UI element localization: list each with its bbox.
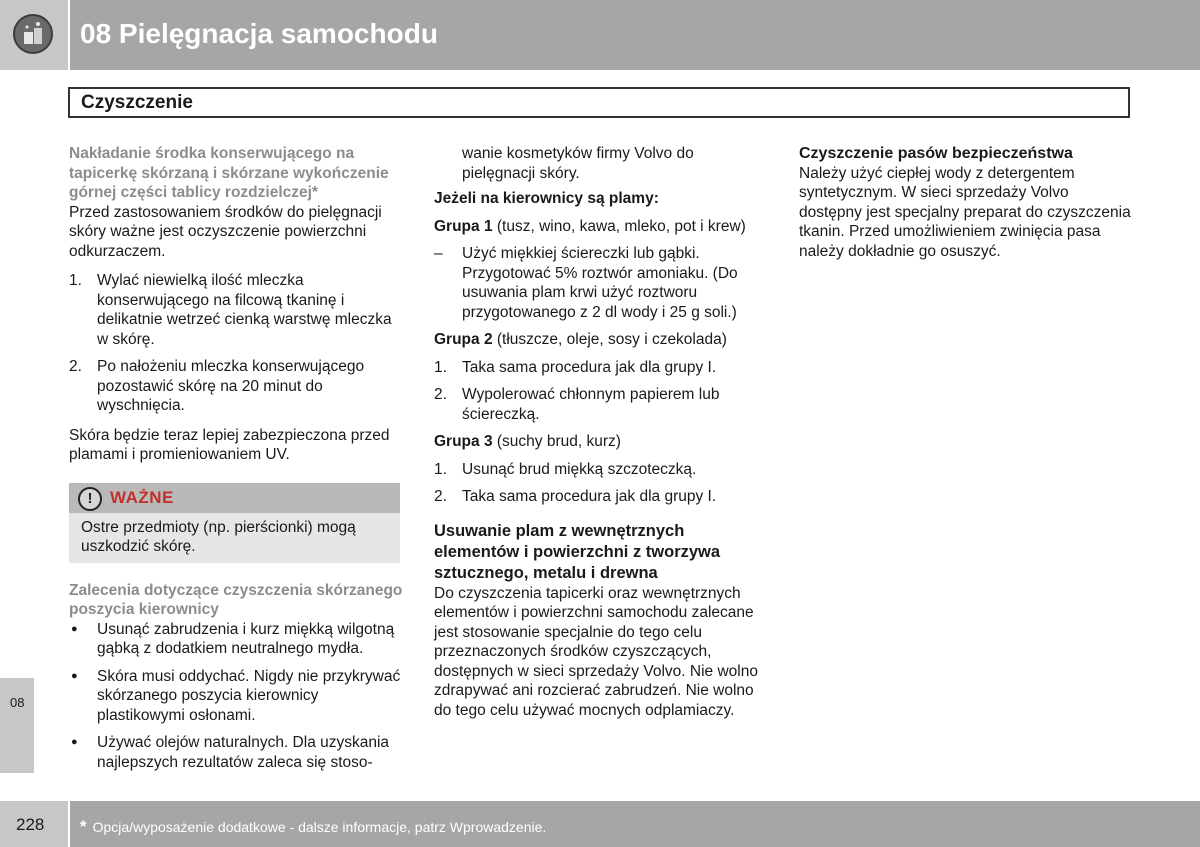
list-number: 1.: [434, 460, 447, 478]
footnote-star: *: [80, 817, 87, 836]
warning-text: Ostre przedmioty (np. pierścionki) mogą uszkodzić skórę.: [69, 513, 400, 563]
interior-stains-text: Do czyszczenia tapicerki oraz wewnętrznych elementów i powierzchni samochodu zalecane jest stosowanie specjalnie do tego celu przeznaczonych środków czyszczących, dostępnych w sieci sprzedaży Volvo. Nie wolno zdrapywać ani rozcierać zabrudzeń. Nie wolno do tego celu używać mocnych odplamiaczy.: [434, 584, 758, 719]
list-item: [434, 460, 769, 480]
group-2-desc: (tłuszcze, oleje, sosy i czekolada): [492, 331, 727, 348]
leather-conditioner-heading: Nakładanie środka konserwującego na tapicerkę skórzaną i skórzane wykończenie górnej części tablicy rozdzielczej*: [69, 145, 389, 201]
list-item-text: Usunąć brud miękką szczoteczką.: [462, 460, 697, 478]
bullet-icon: ●: [71, 669, 78, 682]
bullet-text: Używać olejów naturalnych. Dla uzyskania najlepszych rezultatów zaleca się stoso-: [97, 734, 390, 771]
list-item-text: Użyć miękkiej ściereczki lub gąbki. Przygotować 5% roztwór amoniaku. (Do usuwania plam krwi użyć roztworu przygotowanego z 2 dl wody i 25 g soli.): [462, 245, 738, 321]
list-item: [434, 358, 769, 378]
warning-label: WAŻNE: [110, 487, 174, 507]
interior-stains-heading: Usuwanie plam z wewnętrznych elementów i powierzchni z tworzywa sztucznego, metalu i drewna: [434, 521, 721, 582]
page-number: 228: [16, 815, 45, 834]
list-item-text: Taka sama procedura jak dla grupy I.: [462, 488, 717, 505]
list-dash: –: [434, 245, 443, 262]
bullet-icon: ●: [71, 736, 78, 748]
leather-outro-text: Skóra będzie teraz lepiej zabezpieczona przed plamami i promieniowaniem UV.: [69, 426, 390, 463]
list-item: [69, 271, 404, 349]
list-number: 1.: [434, 358, 447, 376]
seatbelt-heading: Czyszczenie pasów bezpieczeństwa: [799, 145, 1073, 162]
footer-bar: [70, 801, 1200, 847]
bullet-item: [69, 667, 404, 726]
column-1: [69, 144, 404, 772]
steering-wheel-heading: Zalecenia dotyczące czyszczenia skórzanego poszycia kierownicy: [69, 581, 403, 618]
stains-heading: Jeżeli na kierownicy są plamy:: [434, 190, 659, 207]
footnote-text: Opcja/wyposażenie dodatkowe - dalsze informacje, patrz Wprowadzenie.: [92, 819, 547, 835]
group-2-line: [434, 330, 769, 350]
warning-header: [69, 483, 400, 513]
column-3: [799, 144, 1134, 261]
group-1-desc: (tusz, wino, kawa, mleko, pot i krew): [492, 217, 746, 235]
chapter-icon-panel: [0, 0, 68, 70]
bullet-item: [69, 733, 404, 772]
group-3-label: Grupa 3: [434, 433, 493, 450]
section-title-box: [68, 87, 1130, 118]
bullet-text: Usunąć zabrudzenia i kurz miękką wilgotną gąbką z dodatkiem neutralnego mydła.: [97, 620, 395, 657]
list-item-text: Wypolerować chłonnym papierem lub ściereczką.: [462, 386, 720, 423]
page-number-panel: [0, 801, 68, 847]
list-item: [434, 487, 769, 507]
chapter-header: [70, 0, 1200, 70]
section-title: Czyszczenie: [81, 92, 193, 113]
exclamation-icon: !: [78, 487, 102, 511]
list-number: 1.: [69, 272, 82, 289]
footnote: [80, 817, 546, 837]
list-number: 2.: [434, 488, 447, 505]
list-item-text: Po nałożeniu mleczka konserwującego pozostawić skórę na 20 minut do wyschnięcia.: [97, 358, 365, 414]
list-item-text: Taka sama procedura jak dla grupy I.: [462, 358, 717, 376]
bullet-item: [69, 620, 404, 659]
group-3-desc: (suchy brud, kurz): [492, 433, 621, 450]
list-item: [69, 357, 404, 416]
list-item: [434, 385, 769, 424]
chapter-side-tab-label: 08: [10, 695, 25, 710]
bullet-text: Skóra musi oddychać. Nigdy nie przykrywać skórzanego poszycia kierownicy plastikowymi osłonami.: [97, 667, 401, 724]
list-item: [434, 244, 769, 322]
bullet-icon: ●: [71, 622, 78, 635]
chapter-title: 08 Pielęgnacja samochodu: [80, 18, 438, 49]
continued-text: wanie kosmetyków firmy Volvo do pielęgnacji skóry.: [462, 145, 694, 182]
car-care-icon: [13, 14, 53, 54]
seatbelt-text: Należy użyć ciepłej wody z detergentem syntetycznym. W sieci sprzedaży Volvo dostępny jest specjalny preparat do czyszczenia tkanin. Przed umożliwieniem zwinięcia pasa należy dokładnie go osuszyć.: [799, 164, 1131, 260]
list-number: 2.: [69, 358, 82, 375]
list-item-text: Wylać niewielką ilość mleczka konserwującego na filcową tkaninę i delikatnie wetrzeć cienką warstwę mleczka w skórę.: [97, 272, 392, 348]
column-2: [434, 144, 769, 720]
chapter-side-tab: [0, 678, 34, 773]
list-number: 2.: [434, 386, 447, 403]
group-1-line: [434, 217, 769, 237]
group-3-line: [434, 432, 769, 452]
warning-box: [69, 483, 400, 563]
leather-intro-text: Przed zastosowaniem środków do pielęgnacji skóry ważne jest oczyszczenie powierzchni odkurzaczem.: [69, 203, 382, 260]
group-1-label: Grupa 1: [434, 217, 493, 235]
group-2-label: Grupa 2: [434, 331, 493, 348]
